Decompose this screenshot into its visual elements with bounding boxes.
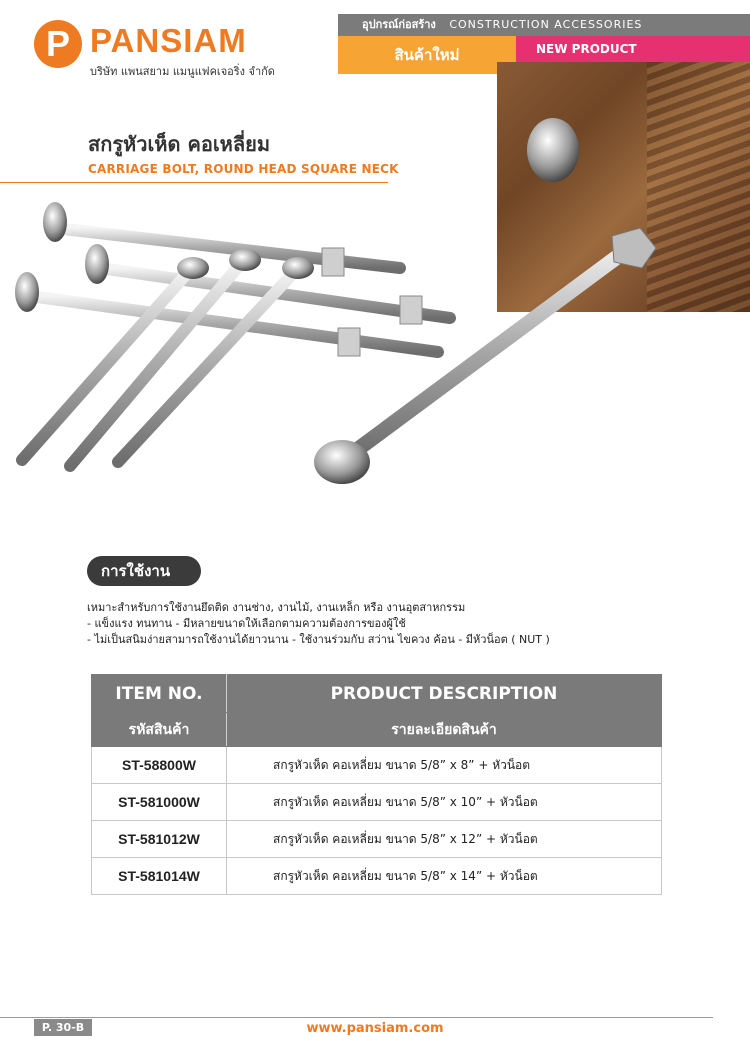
- table-row: [92, 821, 662, 858]
- usage-line: - ไม่เป็นสนิมง่ายสามารถใช้งานได้ยาวนาน - ใช้งานร่วมกับ สว่าน ไขควง ค้อน - มีหัวน็อต ( NUT ): [87, 633, 550, 646]
- new-product-badge-th: สินค้าใหม่: [338, 36, 516, 74]
- item-code: ST-581012W: [92, 821, 227, 858]
- usage-description: [87, 600, 550, 648]
- new-product-badge-en: NEW PRODUCT: [516, 36, 750, 62]
- table-row: [92, 747, 662, 784]
- usage-line: เหมาะสำหรับการใช้งานยึดติด งานช่าง, งานไม้, งานเหล็ก หรือ งานอุตสาหกรรม: [87, 601, 466, 614]
- item-code: ST-58800W: [92, 747, 227, 784]
- website-link[interactable]: www.pansiam.com: [306, 1021, 444, 1036]
- item-description: สกรูหัวเห็ด คอเหลี่ยม ขนาด 5/8” x 14” + หัวน็อต: [227, 858, 662, 895]
- item-description: สกรูหัวเห็ด คอเหลี่ยม ขนาด 5/8” x 8” + หัวน็อต: [227, 747, 662, 784]
- item-description: สกรูหัวเห็ด คอเหลี่ยม ขนาด 5/8” x 12” + หัวน็อต: [227, 821, 662, 858]
- title-divider: [0, 182, 388, 183]
- usage-heading: การใช้งาน: [87, 556, 201, 586]
- brand-name: PANSIAM: [90, 22, 247, 59]
- category-bar: [338, 14, 750, 36]
- header-item-no: ITEM NO.: [92, 675, 227, 713]
- bolt-group: [15, 202, 450, 466]
- item-code: ST-581014W: [92, 858, 227, 895]
- table-row: [92, 784, 662, 821]
- item-code: ST-581000W: [92, 784, 227, 821]
- header-item-no-th: รหัสสินค้า: [92, 713, 227, 747]
- item-description: สกรูหัวเห็ด คอเหลี่ยม ขนาด 5/8” x 10” + หัวน็อต: [227, 784, 662, 821]
- category-en: CONSTRUCTION ACCESSORIES: [449, 18, 643, 31]
- logo-mark-icon: P: [34, 20, 82, 68]
- company-name: บริษัท แพนสยาม แมนูแฟคเจอริ่ง จำกัด: [90, 65, 275, 78]
- wood-block-image: [497, 62, 750, 312]
- product-table: [91, 674, 662, 895]
- table-header-en: [92, 675, 662, 713]
- usage-line: - แข็งแรง ทนทาน - มีหลายขนาดให้เลือกตามความต้องการของผู้ใช้: [87, 617, 406, 630]
- category-th: อุปกรณ์ก่อสร้าง: [362, 18, 436, 31]
- table-header-th: [92, 713, 662, 747]
- product-title-en: CARRIAGE BOLT, ROUND HEAD SQUARE NECK: [88, 162, 399, 176]
- footer-divider: [0, 1017, 713, 1018]
- header-description: PRODUCT DESCRIPTION: [227, 675, 662, 713]
- page-number: P. 30-B: [34, 1019, 92, 1036]
- header-description-th: รายละเอียดสินค้า: [227, 713, 662, 747]
- brand-logo: [34, 20, 284, 80]
- table-row: [92, 858, 662, 895]
- product-title-th: สกรูหัวเห็ด คอเหลี่ยม: [88, 132, 271, 156]
